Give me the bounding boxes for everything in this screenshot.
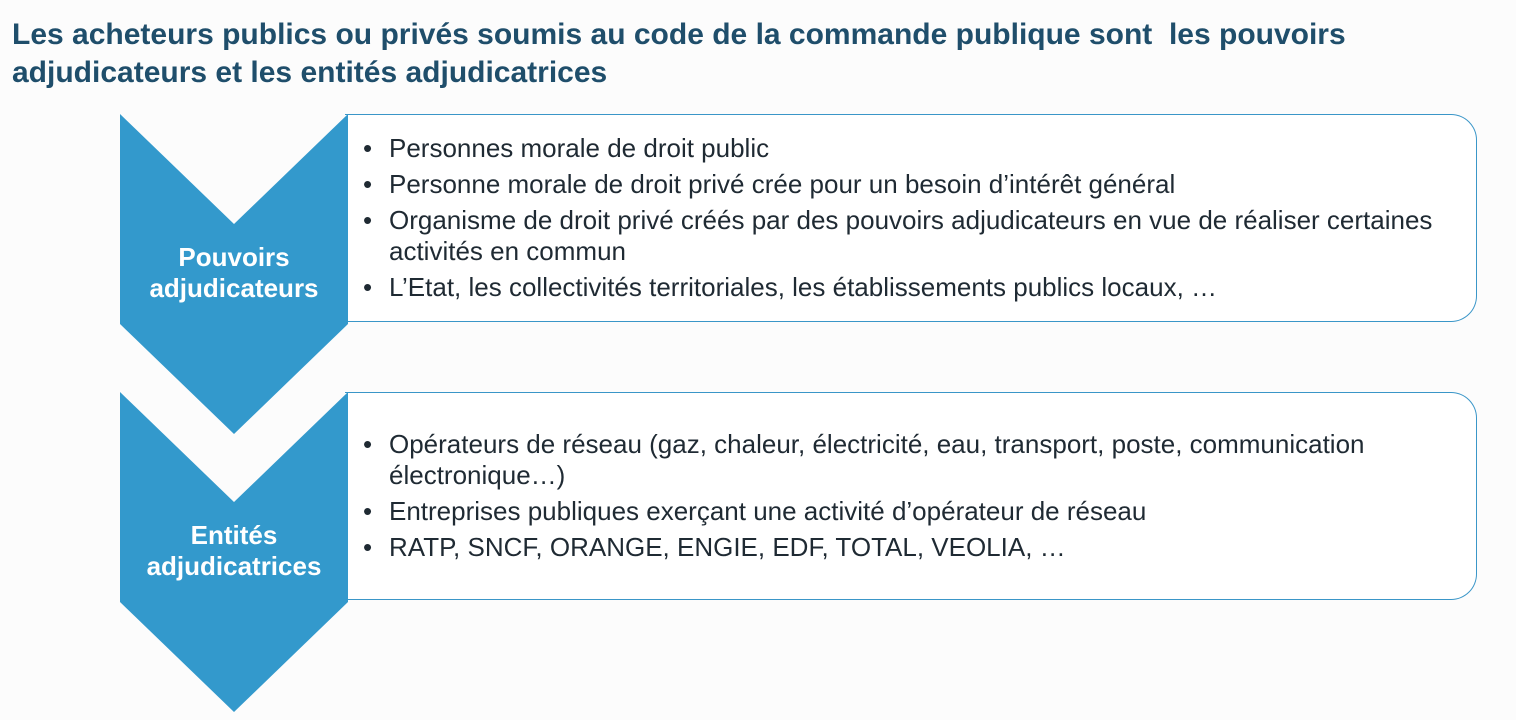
pouvoirs-adjudicateurs-panel xyxy=(345,114,1477,322)
pouvoirs-adjudicateurs-chevron xyxy=(120,114,348,436)
bullet-icon: • xyxy=(363,169,373,199)
list-item: • Personne morale de droit privé crée pour un besoin d’intérêt général xyxy=(363,169,1176,199)
list-item: • L’Etat, les collectivités territoriales, les établissements publics locaux, … xyxy=(363,272,1218,302)
bullet-icon: • xyxy=(363,272,373,302)
bullet-icon: • xyxy=(363,205,373,235)
entites-adjudicatrices-label: Entités adjudicatrices xyxy=(146,520,322,581)
list-item: • Opérateurs de réseau (gaz, chaleur, électricité, eau, transport, poste, communication électronique…) xyxy=(363,429,1365,490)
page-title: Les acheteurs publics ou privés soumis au code de la commande publique sont les pouvoirs adjudicateurs et les entités adjudicatrices xyxy=(12,18,1355,89)
list-item: • Organisme de droit privé créés par des pouvoirs adjudicateurs en vue de réaliser certaines activités en commun xyxy=(363,205,1433,266)
bullet-icon: • xyxy=(363,133,373,163)
bullet-icon: • xyxy=(363,429,373,459)
pouvoirs-adjudicateurs-label: Pouvoirs adjudicateurs xyxy=(149,242,319,303)
bullet-icon: • xyxy=(363,496,373,526)
pouvoirs-adjudicateurs-list xyxy=(363,133,1460,308)
entites-adjudicatrices-list xyxy=(363,429,1460,568)
entites-adjudicatrices-chevron xyxy=(120,392,348,714)
list-item: • Personnes morale de droit public xyxy=(363,133,770,163)
list-item: • RATP, SNCF, ORANGE, ENGIE, EDF, TOTAL, VEOLIA, … xyxy=(363,532,1066,562)
bullet-icon: • xyxy=(363,532,373,562)
entites-adjudicatrices-panel xyxy=(345,392,1477,600)
list-item: • Entreprises publiques exerçant une activité d’opérateur de réseau xyxy=(363,496,1147,526)
